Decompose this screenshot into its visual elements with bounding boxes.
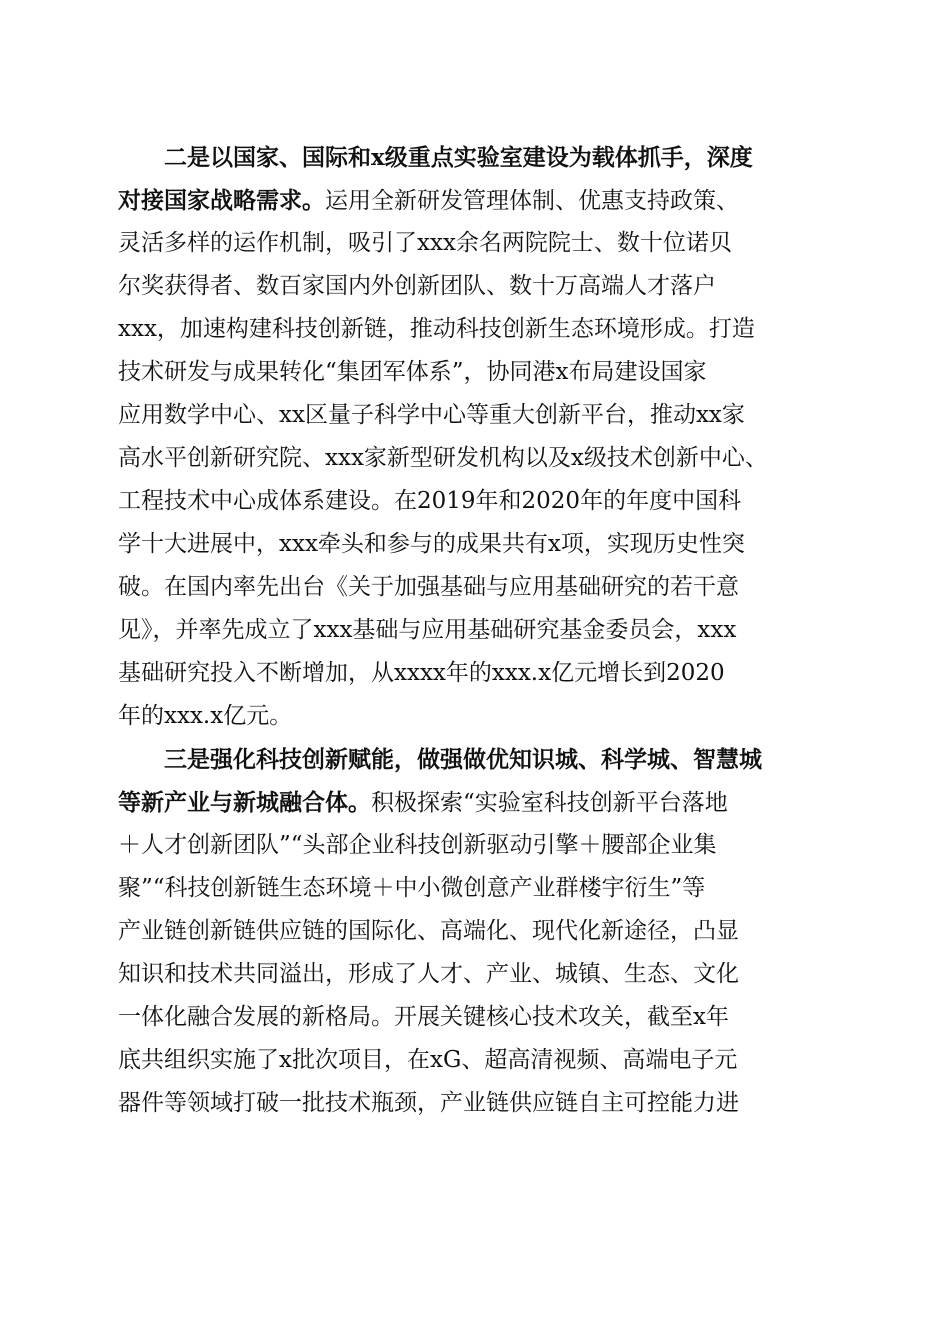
body-text: 基础研究投入不断增加，从xxxx年的xxx.x亿元增长到2020 — [118, 660, 725, 686]
body-text: 工程技术中心成体系建设。在2019年和2020年的年度中国科 — [118, 488, 742, 514]
paragraph-heading: 等新产业与新城融合体。 — [118, 789, 371, 816]
body-text: 学十大进展中，xxx牵头和参与的成果共有x项，实现历史性突 — [118, 531, 745, 557]
paragraph-line — [118, 738, 838, 781]
paragraph-line — [118, 867, 838, 910]
paragraph-1 — [118, 136, 838, 738]
body-text: 破。在国内率先出台《关于加强基础与应用基础研究的若干意 — [118, 574, 739, 600]
body-text: 知识和技术共同溢出，形成了人才、产业、城镇、生态、文化 — [118, 961, 739, 987]
body-text: 一体化融合发展的新格局。开展关键核心技术攻关，截至x年 — [118, 1004, 729, 1030]
paragraph-line — [118, 308, 838, 351]
body-text: 产业链创新链供应链的国际化、高端化、现代化新途径，凸显 — [118, 918, 739, 944]
paragraph-line — [118, 695, 838, 738]
body-text: 器件等领域打破一批技术瓶颈，产业链供应链自主可控能力进 — [118, 1090, 739, 1116]
body-text: 年的xxx.x亿元。 — [118, 703, 293, 729]
paragraph-line — [118, 910, 838, 953]
body-text: ＋人才创新团队”“头部企业科技创新驱动引擎＋腰部企业集 — [118, 832, 717, 858]
body-text: 高水平创新研究院、xxx家新型研发机构以及x级技术创新中心、 — [118, 445, 768, 471]
paragraph-line — [118, 265, 838, 308]
paragraph-line — [118, 609, 838, 652]
paragraph-line — [118, 394, 838, 437]
body-text: 底共组织实施了x批次项目，在xG、超高清视频、高端电子元 — [118, 1047, 738, 1073]
paragraph-line — [118, 953, 838, 996]
paragraph-2 — [118, 738, 838, 1125]
paragraph-heading: 二是以国家、国际和x级重点实验室建设为载体抓手，深度 — [164, 144, 753, 171]
paragraph-line — [118, 437, 838, 480]
paragraph-line — [118, 996, 838, 1039]
body-text: 见》，并率先成立了xxx基础与应用基础研究基金委员会，xxx — [118, 617, 737, 643]
body-text: 积极探索“实验室科技创新平台落地 — [371, 790, 728, 816]
paragraph-line — [118, 566, 838, 609]
paragraph-line — [118, 1082, 838, 1125]
body-text: 应用数学中心、xx区量子科学中心等重大创新平台，推动xx家 — [118, 402, 745, 428]
paragraph-line — [118, 1039, 838, 1082]
body-text: xxx，加速构建科技创新链，推动科技创新生态环境形成。打造 — [118, 316, 755, 342]
paragraph-line — [118, 480, 838, 523]
paragraph-line — [118, 222, 838, 265]
paragraph-heading: 三是强化科技创新赋能，做强做优知识城、科学城、智慧城 — [164, 746, 762, 773]
paragraph-line — [118, 652, 838, 695]
paragraph-heading: 对接国家战略需求。 — [118, 187, 325, 214]
paragraph-line — [118, 824, 838, 867]
body-text: 尔奖获得者、数百家国内外创新团队、数十万高端人才落户 — [118, 273, 716, 299]
body-text: 聚”“科技创新链生态环境＋中小微创意产业群楼宇衍生”等 — [118, 875, 706, 901]
paragraph-line — [118, 351, 838, 394]
paragraph-line — [118, 781, 838, 824]
paragraph-line — [118, 179, 838, 222]
body-text: 技术研发与成果转化“集团军体系”，协同港x布局建设国家 — [118, 359, 707, 385]
paragraph-line — [118, 523, 838, 566]
paragraph-line — [118, 136, 838, 179]
body-text: 运用全新研发管理体制、优惠支持政策、 — [325, 188, 739, 214]
body-text: 灵活多样的运作机制，吸引了xxx余名两院院士、数十位诺贝 — [118, 230, 732, 256]
